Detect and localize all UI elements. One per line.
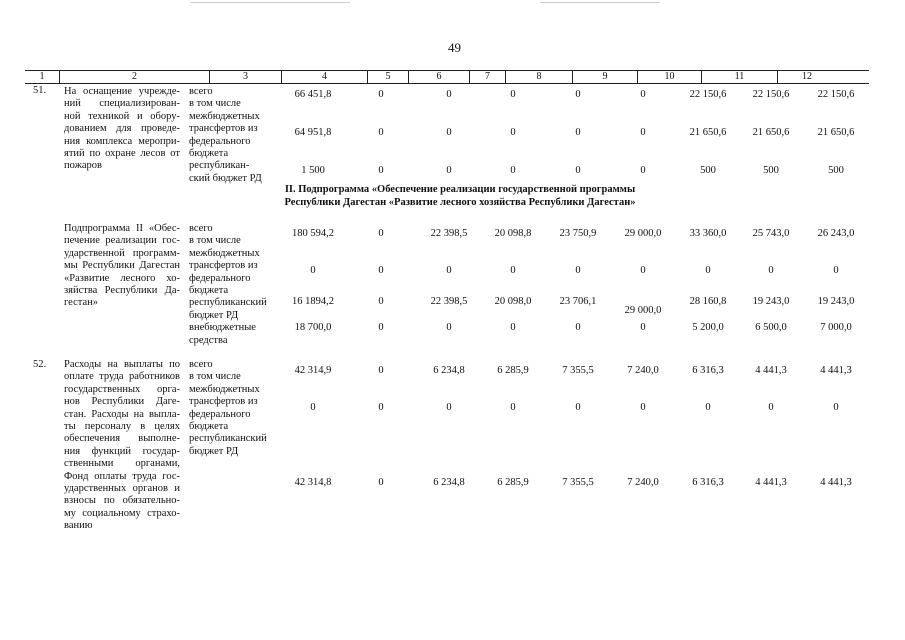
column-header-2: 2 [59,71,209,83]
text-line: бюджета [189,421,229,433]
value-cell-col-9: 0 [640,322,646,333]
row-description [64,86,180,173]
value-cell-col-12: 7 000,0 [820,322,852,333]
value-cell-col-9: 0 [640,127,646,138]
value-cell-col-10: 5 200,0 [692,322,724,333]
text-line: печение реализации гос- [64,235,180,247]
value-cell-col-5: 0 [378,402,384,413]
column-header-6: 6 [408,71,469,83]
text-line: государственных орга- [64,383,180,395]
value-cell-col-12: 0 [833,402,839,413]
funding-source [189,359,267,458]
value-cell-col-4: 42 314,8 [294,477,332,488]
value-cell-col-5: 0 [378,477,384,488]
value-cell-col-8: 0 [575,265,581,276]
text-line: в том числе [189,235,241,247]
text-line: ванию [64,520,93,532]
text-line: всего [189,223,213,234]
text-line: республиканский [189,433,267,445]
text-line: взносы по обязательно- [64,495,180,507]
column-header-1: 1 [39,71,45,82]
value-cell-col-5: 0 [378,322,384,333]
value-cell-col-11: 0 [768,265,774,276]
value-cell-col-4: 18 700,0 [294,322,332,333]
value-cell-col-4: 16 1894,2 [292,296,334,307]
text-line: межбюджетных [189,383,260,395]
value-cell-col-10: 6 316,3 [692,477,724,488]
value-cell-col-8: 0 [575,127,581,138]
column-header-3: 3 [209,71,281,83]
value-cell-col-4: 1 500 [301,165,325,176]
scan-edge-top-right [540,2,660,3]
text-line: межбюджетных [189,110,260,122]
value-cell-col-11: 6 500,0 [755,322,787,333]
value-cell-col-6: 0 [446,127,452,138]
value-cell-col-9: 0 [640,265,646,276]
text-line: республикан- [189,160,250,172]
text-line: гестан» [64,297,98,309]
text-line: федерального [189,408,251,420]
section-title-line: II. Подпрограмма «Обеспечение реализации государственной программы [284,184,636,195]
text-line: федерального [189,272,251,284]
value-cell-col-7: 0 [510,322,516,333]
value-cell-col-9: 29 000,0 [624,228,662,239]
value-cell-col-12: 4 441,3 [820,477,852,488]
value-cell-col-8: 0 [575,402,581,413]
value-cell-col-4: 180 594,2 [292,228,334,239]
value-cell-col-8: 0 [575,165,581,176]
value-cell-col-7: 0 [510,89,516,100]
value-cell-col-4: 66 451,8 [294,89,332,100]
value-cell-col-12: 26 243,0 [817,228,855,239]
section-title-line: Республики Дагестан «Развитие лесного хозяйства Республики Дагестан» [284,196,636,208]
value-cell-col-11: 4 441,3 [755,477,787,488]
value-cell-col-5: 0 [378,165,384,176]
value-cell-col-9: 0 [640,89,646,100]
value-cell-col-8: 23 706,1 [559,296,597,307]
text-line: бюджета [189,148,229,160]
value-cell-col-5: 0 [378,127,384,138]
section-title [180,184,740,209]
value-cell-col-10: 33 360,0 [689,228,727,239]
text-line: средства [189,334,228,346]
value-cell-col-8: 7 355,5 [562,365,594,376]
value-cell-col-11: 500 [763,165,779,176]
value-cell-col-12: 21 650,6 [817,127,855,138]
text-line: ский бюджет РД [189,172,262,184]
value-cell-col-4: 64 951,8 [294,127,332,138]
text-line: мы Республики Дагестан [64,260,180,272]
table-header [25,70,869,84]
value-cell-col-10: 500 [700,165,716,176]
column-header-7: 7 [469,71,505,83]
column-header-12: 12 [777,71,836,83]
text-line: республиканский [189,297,267,309]
value-cell-col-5: 0 [378,89,384,100]
value-cell-col-10: 0 [705,265,711,276]
value-cell-col-9: 7 240,0 [627,365,659,376]
row-description [64,223,180,310]
text-line: бюджета [189,285,229,297]
text-line: му социальному страхо- [64,507,180,519]
value-cell-col-7: 0 [510,127,516,138]
text-line: Расходы на выплаты по [64,359,180,370]
value-cell-col-8: 0 [575,322,581,333]
value-cell-col-5: 0 [378,228,384,239]
text-line: ния комплекса меропри- [64,135,180,147]
value-cell-col-5: 0 [378,265,384,276]
value-cell-col-6: 0 [446,322,452,333]
text-line: Подпрограмма II «Обес- [64,223,180,234]
value-cell-col-5: 0 [378,296,384,307]
text-line: обеспечения выполне- [64,433,180,445]
text-line: всего [189,359,213,370]
value-cell-col-7: 0 [510,265,516,276]
text-line: На оснащение учрежде- [64,86,180,97]
value-cell-col-4: 0 [310,402,316,413]
text-line: трансфертов из [189,396,258,408]
text-line: в том числе [189,371,241,383]
value-cell-col-9: 7 240,0 [627,477,659,488]
text-line: ния функций государ- [64,445,180,457]
value-cell-col-6: 22 398,5 [430,296,468,307]
page-number: 49 [448,40,461,55]
value-cell-col-6: 22 398,5 [430,228,468,239]
value-cell-col-11: 0 [768,402,774,413]
value-cell-col-12: 19 243,0 [817,296,855,307]
text-line: нов Республики Даге- [64,396,180,408]
value-cell-col-6: 0 [446,165,452,176]
value-cell-col-11: 4 441,3 [755,365,787,376]
value-cell-col-11: 21 650,6 [752,127,790,138]
value-cell-col-7: 20 098,8 [494,228,532,239]
value-cell-col-9: 0 [640,402,646,413]
value-cell-col-5: 0 [378,365,384,376]
text-line: в том числе [189,98,241,110]
text-line: пожаров [64,160,102,172]
text-line: ной техникой и обору- [64,110,180,122]
text-line: ты персоналу в целях [64,421,180,433]
column-header-8: 8 [505,71,572,83]
value-cell-col-6: 6 234,8 [433,477,465,488]
value-cell-col-9: 0 [640,165,646,176]
text-line: трансфертов из [189,123,258,135]
row-number: 52. [33,359,47,370]
text-line: бюджет РД [189,445,239,457]
text-line: ударственных органов и [64,483,180,495]
scan-edge-top [190,2,350,3]
value-cell-col-11: 22 150,6 [752,89,790,100]
value-cell-col-4: 42 314,9 [294,365,332,376]
value-cell-col-10: 6 316,3 [692,365,724,376]
row-description [64,359,180,533]
value-cell-col-8: 7 355,5 [562,477,594,488]
value-cell-col-10: 21 650,6 [689,127,727,138]
funding-source [189,223,267,347]
value-cell-col-6: 0 [446,265,452,276]
value-cell-col-10: 28 160,8 [689,296,727,307]
text-line: трансфертов из [189,260,258,272]
text-line: Фонд оплаты труда гос- [64,470,180,482]
text-line: ударственной программ- [64,247,180,259]
text-line: зяйства Республики Да- [64,285,180,297]
value-cell-col-8: 0 [575,89,581,100]
value-cell-col-12: 4 441,3 [820,365,852,376]
column-header-10: 10 [637,71,701,83]
value-cell-col-12: 500 [828,165,844,176]
text-line: ственными органами, [64,458,180,470]
value-cell-col-6: 6 234,8 [433,365,465,376]
text-line: бюджет РД [189,309,239,321]
value-cell-col-7: 20 098,0 [494,296,532,307]
text-line: «Развитие лесного хо- [64,272,180,284]
value-cell-col-9: 29 000,0 [624,305,662,316]
text-line: дованием для проведе- [64,123,180,135]
text-line: федерального [189,135,251,147]
value-cell-col-11: 19 243,0 [752,296,790,307]
value-cell-col-6: 0 [446,89,452,100]
value-cell-col-11: 25 743,0 [752,228,790,239]
value-cell-col-7: 0 [510,165,516,176]
value-cell-col-6: 0 [446,402,452,413]
column-header-4: 4 [281,71,367,83]
text-line: стан. Расходы на выпла- [64,408,180,420]
value-cell-col-10: 0 [705,402,711,413]
text-line: оплате труда работников [64,371,180,383]
row-number: 51. [33,85,47,96]
value-cell-col-7: 6 285,9 [497,477,529,488]
value-cell-col-12: 0 [833,265,839,276]
column-header-11: 11 [701,71,777,83]
text-line: ятий по охране лесов от [64,148,180,160]
value-cell-col-10: 22 150,6 [689,89,727,100]
text-line: ний специализирован- [64,98,180,110]
column-header-5: 5 [367,71,408,83]
text-line: всего [189,86,213,97]
text-line: межбюджетных [189,247,260,259]
column-header-9: 9 [572,71,637,83]
value-cell-col-12: 22 150,6 [817,89,855,100]
value-cell-col-7: 0 [510,402,516,413]
value-cell-col-8: 23 750,9 [559,228,597,239]
text-line: внебюджетные [189,322,256,334]
value-cell-col-4: 0 [310,265,316,276]
funding-source [189,86,262,185]
value-cell-col-7: 6 285,9 [497,365,529,376]
